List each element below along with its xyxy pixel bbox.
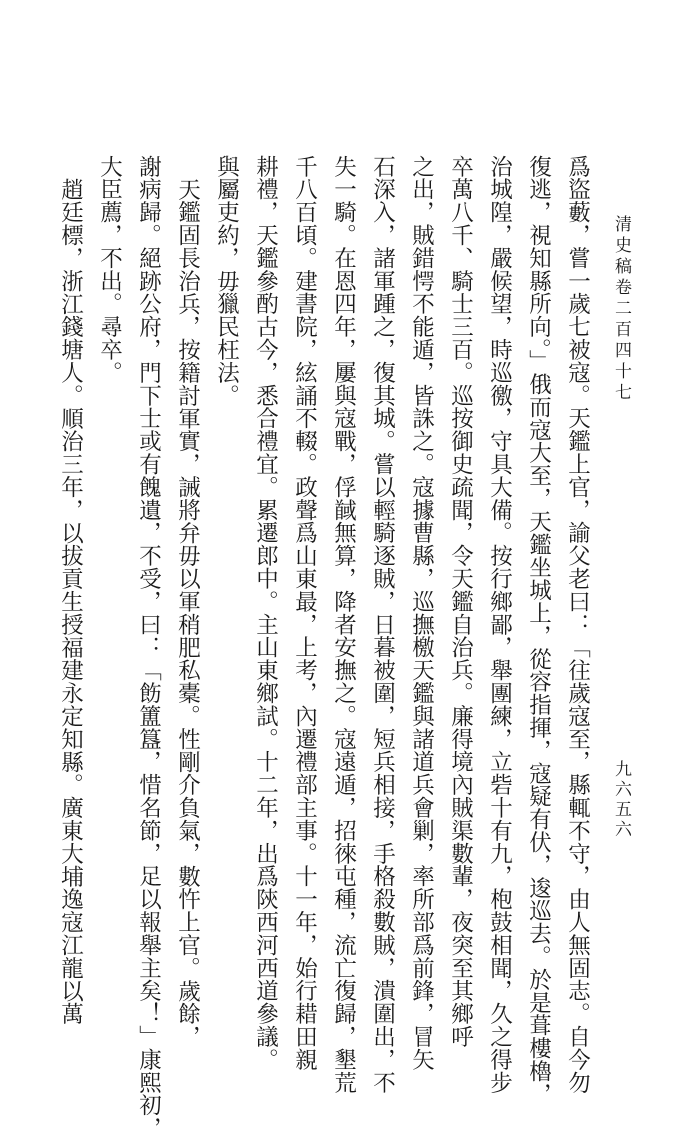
running-header-title: 清史稿卷二百四十七 xyxy=(611,215,631,404)
text-column: 之出，賊錯愕不能遁，皆誅之。寇據曹縣，巡撫檄天鑑與諸道兵會剿，率所部爲前鋒，冒矢 xyxy=(408,155,435,1071)
text-column: 與屬吏約，毋獵民枉法。 xyxy=(213,155,240,407)
text-column: 卒萬八千、騎士三百。巡按御史疏聞，令天鑑自治兵。廉得境內賊渠數輩，夜突至其鄉呼 xyxy=(447,155,474,1049)
text-column: 千八百頃。建書院，絃誦不輟。政聲爲山東最，上考，內遷禮部主事。十一年，始行耤田親 xyxy=(291,155,318,1071)
text-column: 爲盜藪，嘗一歲七被寇。天鑑上官，諭父老曰：「往歲寇至，縣輒不守，由人無固志。自今勿 xyxy=(564,155,591,1094)
text-column: 大臣薦，不出。尋卒。 xyxy=(96,155,123,384)
text-column: 石深入，諸軍踵之，復其城。嘗以輕騎逐賊，日暮被圍，短兵相接，手格殺數賊，潰圍出，不 xyxy=(369,155,396,1094)
text-column: 治城隍，嚴候望，時巡徼，守具大備。按行鄉鄙，舉團練，立砦十有九，枹鼓相聞，久之得步 xyxy=(486,155,513,1094)
text-column: 謝病歸。絕跡公府，門下士或有餽遺，不受，曰：「飭簠簋，惜名節，足以報舉主矣！」康熙初， xyxy=(135,155,162,1140)
text-column: 失一騎。在恩四年，屢與寇戰，俘馘無算，降者安撫之。寇遠遁，招徠屯種，流亡復歸，墾荒 xyxy=(330,155,357,1094)
text-column: 復逃，視知縣所向。」俄而寇大至，天鑑坐城上，從容指揮，寇疑有伏，逡巡去。於是葺樓櫓， xyxy=(525,155,552,1106)
text-column: 趙廷標，浙江錢塘人。順治三年，以拔貢生授福建永定知縣。廣東大埔逸寇江龍以萬 xyxy=(57,178,84,1026)
text-column: 天鑑固長治兵，按籍討軍實，誡將弁毋以軍稍肥私橐。性剛介負氣，數忤上官。歲餘， xyxy=(174,178,201,1049)
text-column: 耕禮，天鑑參酌古今，悉合禮宜。累遷郎中。主山東鄉試。十二年，出爲陝西河西道參議。 xyxy=(252,155,279,1071)
page-number: 九六五六 xyxy=(611,760,631,840)
